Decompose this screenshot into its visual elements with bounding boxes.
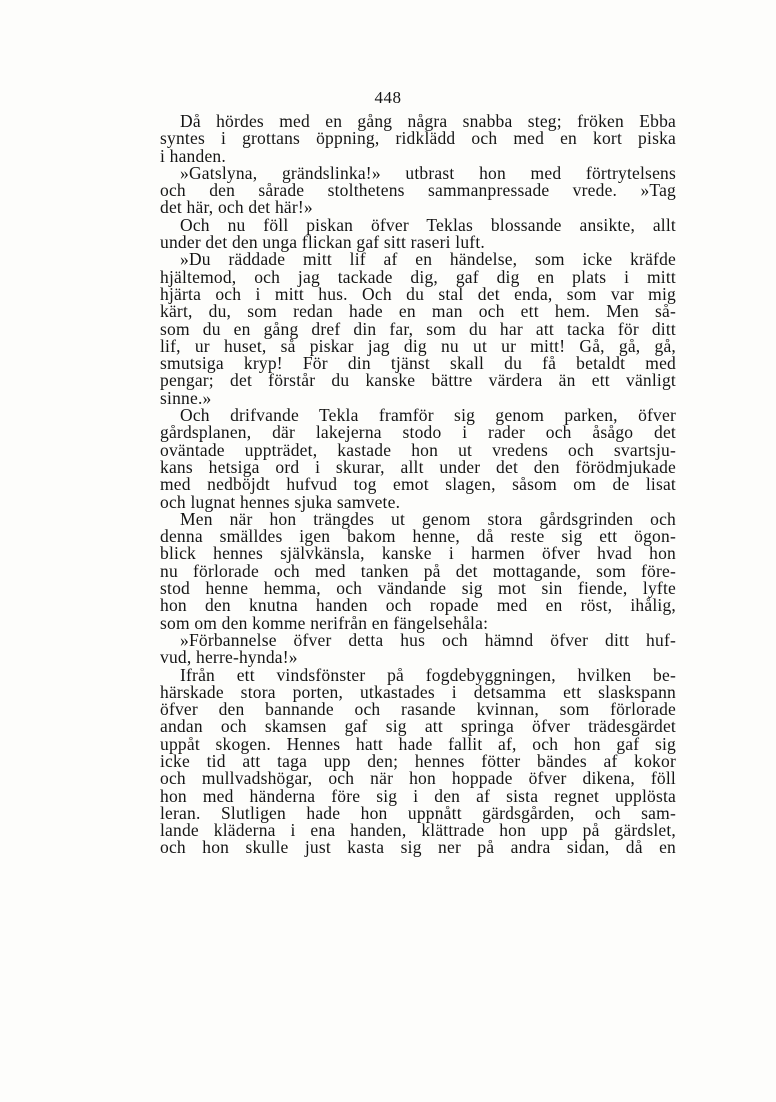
text-line: Och drifvande Tekla framför sig genom parken, öfver — [180, 405, 676, 426]
text-line: under det den unga flickan gaf sitt raseri luft. — [160, 232, 485, 253]
text-line: lif, ur huset, så piskar jag dig nu ut ur mitt! Gå, gå, gå, — [160, 335, 676, 356]
text-line: syntes i grottans öppning, ridklädd och med en kort piska — [160, 128, 676, 149]
text-line: härskade stora porten, utkastades i detsamma ett slaskspann — [160, 681, 676, 702]
text-line: och den sårade stolthetens sammanpressade vrede. »Tag — [160, 180, 676, 201]
text-line: Och nu föll piskan öfver Teklas blossande ansikte, allt — [180, 214, 676, 235]
text-line: oväntade uppträdet, kastade hon ut vredens och svartsju- — [160, 439, 676, 460]
text-line: Ifrån ett vindsfönster på fogdebyggningen, hvilken be- — [180, 664, 676, 685]
text-line: uppåt skogen. Hennes hatt hade fallit af, och hon gaf sig — [160, 733, 676, 754]
text-line: »Gatslyna, grändslinka!» utbrast hon med förtrytelsens — [180, 162, 676, 183]
text-line: stod henne hemma, och vändande sig mot sin fiende, lyfte — [160, 578, 676, 599]
text-line: sinne.» — [160, 387, 212, 408]
text-line: som om den komme nerifrån en fängelsehåla: — [160, 612, 489, 633]
text-line: nu förlorade och med tanken på det mottagande, som före- — [160, 560, 676, 581]
text-line: och mullvadshögar, och när hon hoppade öfver dikena, föll — [160, 768, 676, 789]
text-line: hjältemod, och jag tackade dig, gaf dig en plats i mitt — [160, 266, 676, 287]
text-line: Då hördes med en gång några snabba steg; fröken Ebba — [180, 111, 676, 131]
text-line: blick hennes självkänsla, kanske i harmen öfver hvad hon — [160, 543, 676, 564]
page-number: 448 — [374, 88, 402, 107]
text-line: hjärta och i mitt hus. Och du stal det enda, som var mig — [160, 283, 676, 304]
text-line: öfver den bannande och rasande kvinnan, som förlorade — [160, 699, 676, 720]
text-line: hon den knutna handen och ropade med en röst, ihålig, — [160, 595, 676, 616]
text-line: smutsiga kryp! För din tjänst skall du få betaldt med — [160, 353, 676, 374]
text-line: andan och skamsen gaf sig att springa öfver trädesgärdet — [160, 716, 676, 737]
text-line: det här, och det här!» — [160, 197, 313, 218]
text-line: leran. Slutligen hade hon uppnått gärdsgården, och sam- — [160, 802, 676, 823]
text-line: som du en gång dref din far, som du har att tacka för ditt — [160, 318, 676, 339]
body-text — [160, 113, 676, 857]
text-line: kärt, du, som redan hade en man och ett hem. Men så- — [160, 301, 676, 322]
text-line: i handen. — [160, 145, 226, 166]
text-line: kans hetsiga ord i skurar, allt under det den förödmjukade — [160, 456, 676, 477]
text-line: »Du räddade mitt lif af en händelse, som icke kräfde — [180, 249, 676, 270]
text-line: icke tid att taga upp den; hennes fötter bändes af kokor — [160, 750, 676, 771]
text-line: Men när hon trängdes ut genom stora gårdsgrinden och — [180, 508, 676, 529]
text-line: med nedböjdt hufvud tog emot slagen, såsom om de lisat — [160, 474, 676, 495]
text-line: pengar; det förstår du kanske bättre värdera än ett vänligt — [160, 370, 676, 391]
text-line: lande kläderna i ena handen, klättrade hon upp på gärdslet, — [160, 820, 676, 841]
text-line: denna smälldes igen bakom henne, då reste sig ett ögon- — [160, 526, 676, 547]
text-line: gårdsplanen, där lakejerna stodo i rader och åsågo det — [160, 422, 676, 443]
text-line: och hon skulle just kasta sig ner på andra sidan, då en — [160, 837, 676, 858]
text-line: hon med händerna före sig i den af sista regnet upplösta — [160, 785, 676, 806]
text-line: vud, herre-hynda!» — [160, 647, 298, 668]
text-line: och lugnat hennes sjuka samvete. — [160, 491, 401, 512]
text-line: »Förbannelse öfver detta hus och hämnd öfver ditt huf- — [180, 629, 676, 650]
